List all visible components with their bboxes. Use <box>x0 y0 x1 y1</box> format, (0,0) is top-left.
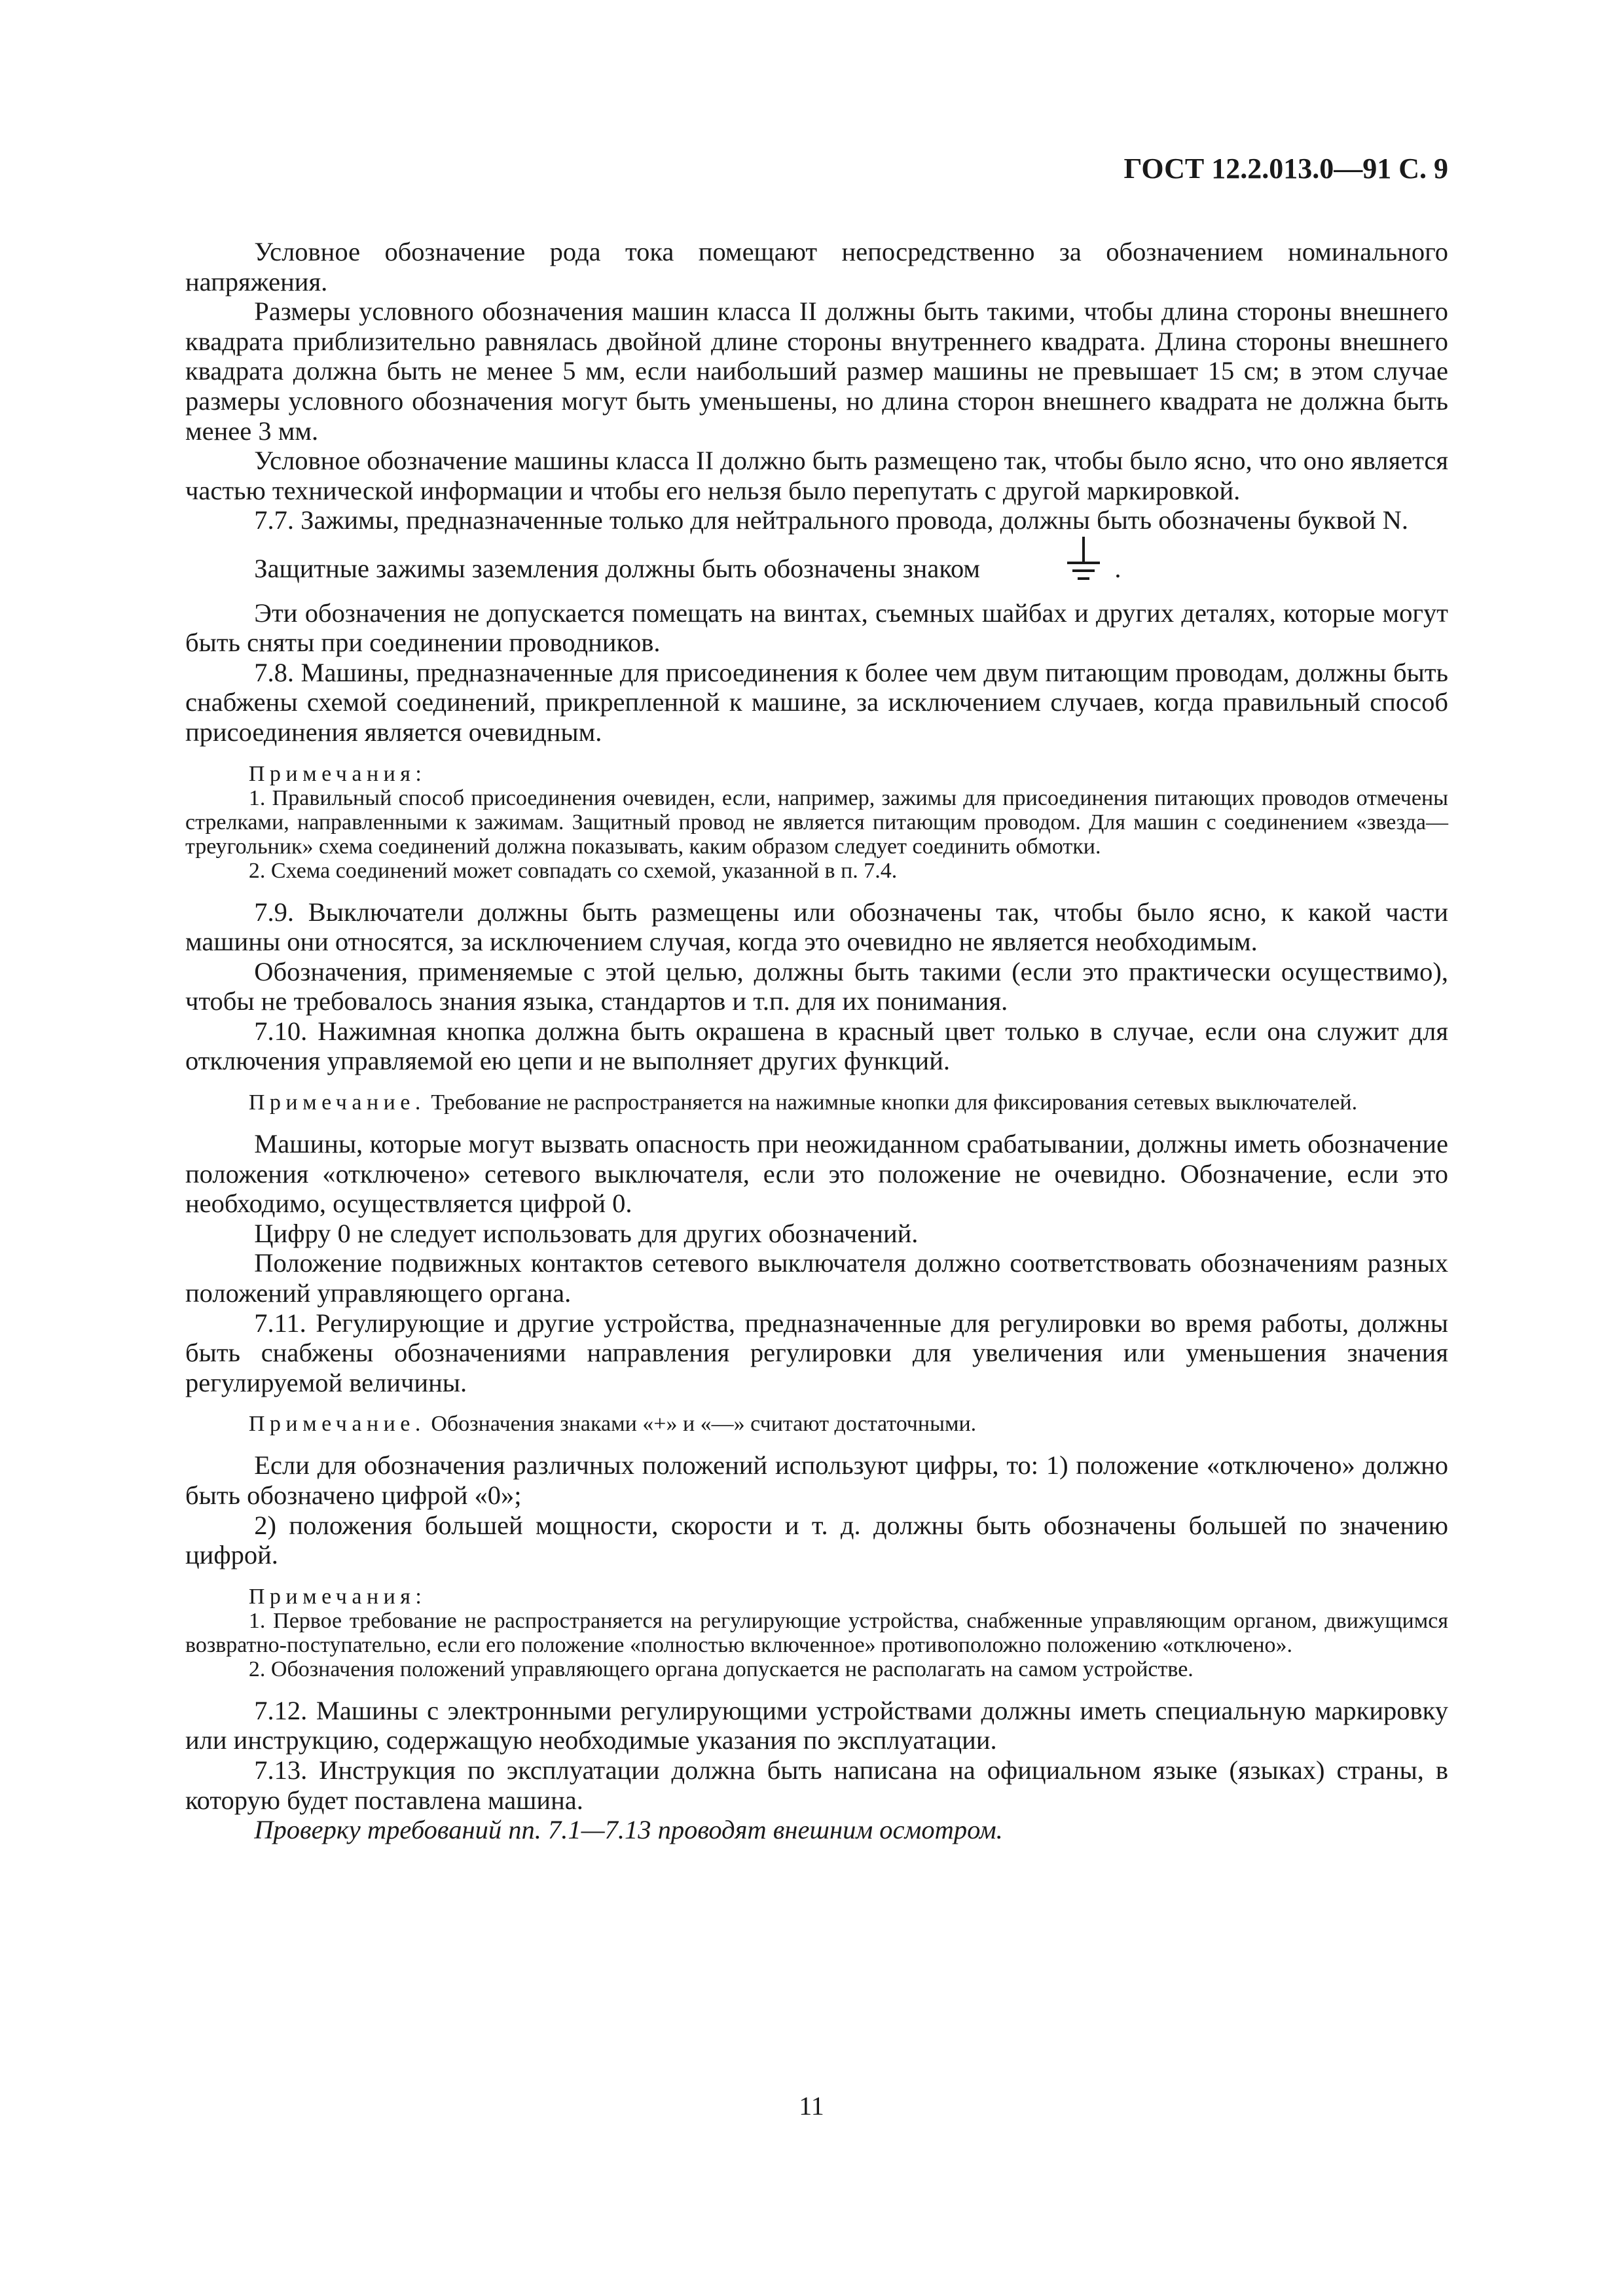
paragraph-verification: Проверку требований пп. 7.1—7.13 проводят внешним осмотром. <box>254 1815 1003 1845</box>
page-number: 11 <box>799 2091 824 2121</box>
note-item: 1. Правильный способ присоединения очевиден, если, например, зажимы для присоединения питающих проводов отмечены стрелками, направленными к зажимам. Защитный провод не является питающим проводом. Для машин с соединением «звезда—треугольник» схема соединений должна показывать, каким образом следует соединить обмотки. <box>185 785 1448 859</box>
note-item: 1. Первое требование не распространяется на регулирующие устройства, снабженные управляющим органом, движущимся возвратно-поступательно, если его положение «полностью включенное» противоположно положению «отключено». <box>185 1608 1448 1657</box>
paragraph-no-removable-parts: Эти обозначения не допускается помещать на винтах, съемных шайбах и других деталях, которые могут быть сняты при соединении проводников. <box>185 598 1448 658</box>
paragraph-symbol-placement: Условное обозначение машины класса II должно быть размещено так, чтобы было ясно, что оно является частью технической информации и чтобы его нельзя было перепутать с другой маркировкой. <box>185 446 1448 505</box>
paragraph-7-7: 7.7. Зажимы, предназначенные только для нейтрального провода, должны быть обозначены буквой N. <box>254 505 1408 535</box>
paragraph-digits-positions: Если для обозначения различных положений используют цифры, то: 1) положение «отключено» должно быть обозначено цифрой «0»; <box>185 1450 1448 1510</box>
note-item <box>185 1090 1448 1115</box>
note-text: Обозначения знаками «+» и «—» считают достаточными. <box>425 1412 977 1437</box>
note-text: Требование не распространяется на нажимные кнопки для фиксирования сетевых выключателей. <box>425 1090 1358 1115</box>
paragraph-current-type: Условное обозначение рода тока помещают непосредственно за обозначением номинального напряжения. <box>185 237 1448 296</box>
paragraph-symbols-language: Обозначения, применяемые с этой целью, должны быть такими (если это практически осуществимо), чтобы не требовалось знания языка, стандартов и т.п. для их понимания. <box>185 956 1448 1016</box>
earth-terminals-end: . <box>1114 553 1122 583</box>
paragraph-symbol-size: Размеры условного обозначения машин класса II должны быть такими, чтобы длина стороны внешнего квадрата приблизительно равнялась двойной длине стороны внутреннего квадрата. Длина стороны внешнего квадрата должна быть не менее 5 мм, если наибольший размер машины не превышает 15 см; в этом случае размеры условного обозначения могут быть уменьшены, но длина сторон внешнего квадрата не должна быть менее 3 мм. <box>185 296 1448 446</box>
ground-icon <box>996 535 1103 590</box>
paragraph-7-10: 7.10. Нажимная кнопка должна быть окрашена в красный цвет только в случае, если она служит для отключения управляемой ею цепи и не выполняет других функций. <box>185 1016 1448 1076</box>
note-7-11 <box>185 1412 1448 1436</box>
note-label: Примечание. <box>248 1090 426 1115</box>
paragraph-contacts-position: Положение подвижных контактов сетевого выключателя должно соответствовать обозначениям разных положений управляющего органа. <box>185 1248 1448 1308</box>
paragraph-off-position: Машины, которые могут вызвать опасность при неожиданном срабатывании, должны иметь обозначение положения «отключено» сетевого выключателя, если это положение не очевидно. Обозначение, если это необходимо, осуществляется цифрой 0. <box>185 1129 1448 1219</box>
paragraph-7-11: 7.11. Регулирующие и другие устройства, предназначенные для регулировки во время работы, должны быть снабжены обозначениями направления регулировки для увеличения или уменьшения значения регулируемой величины. <box>185 1308 1448 1397</box>
paragraph-7-12: 7.12. Машины с электронными регулирующими устройствами должны иметь специальную маркировку или инструкцию, содержащую необходимые указания по эксплуатации. <box>185 1695 1448 1755</box>
paragraph-7-9: 7.9. Выключатели должны быть размещены или обозначены так, чтобы было ясно, к какой части машины они относятся, за исключением случая, когда это очевидно не является необходимым. <box>185 897 1448 957</box>
note-label: Примечание. <box>248 1412 426 1437</box>
note-item: 2. Обозначения положений управляющего органа допускается не располагать на самом устройстве. <box>248 1657 1194 1681</box>
paragraph-7-8: 7.8. Машины, предназначенные для присоединения к более чем двум питающим проводам, должны быть снабжены схемой соединений, прикрепленной к машине, за исключением случаев, когда правильный способ присоединения является очевидным. <box>185 657 1448 747</box>
notes-positions <box>185 1585 1448 1681</box>
note-item <box>185 1412 1448 1436</box>
paragraph-7-13: 7.13. Инструкция по эксплуатации должна быть написана на официальном языке (языках) страны, в которую будет поставлена машина. <box>185 1755 1448 1815</box>
paragraph-higher-power: 2) положения большей мощности, скорости и т. д. должны быть обозначены большей по значению цифрой. <box>185 1510 1448 1570</box>
notes-7-8 <box>185 762 1448 883</box>
paragraph-digit-zero: Цифру 0 не следует использовать для других обозначений. <box>254 1218 919 1248</box>
notes-heading: Примечания: <box>248 761 427 786</box>
note-7-10 <box>185 1090 1448 1115</box>
notes-heading: Примечания: <box>248 1584 427 1609</box>
earth-terminals-text: Защитные зажимы заземления должны быть обозначены знаком <box>254 553 981 583</box>
note-item: 2. Схема соединений может совпадать со схемой, указанной в п. 7.4. <box>248 858 898 883</box>
paragraph-earth-terminals <box>185 535 1448 590</box>
page-body <box>185 237 1448 1845</box>
document-header <box>185 154 1448 183</box>
document-id: ГОСТ 12.2.013.0—91 С. 9 <box>1123 152 1448 185</box>
